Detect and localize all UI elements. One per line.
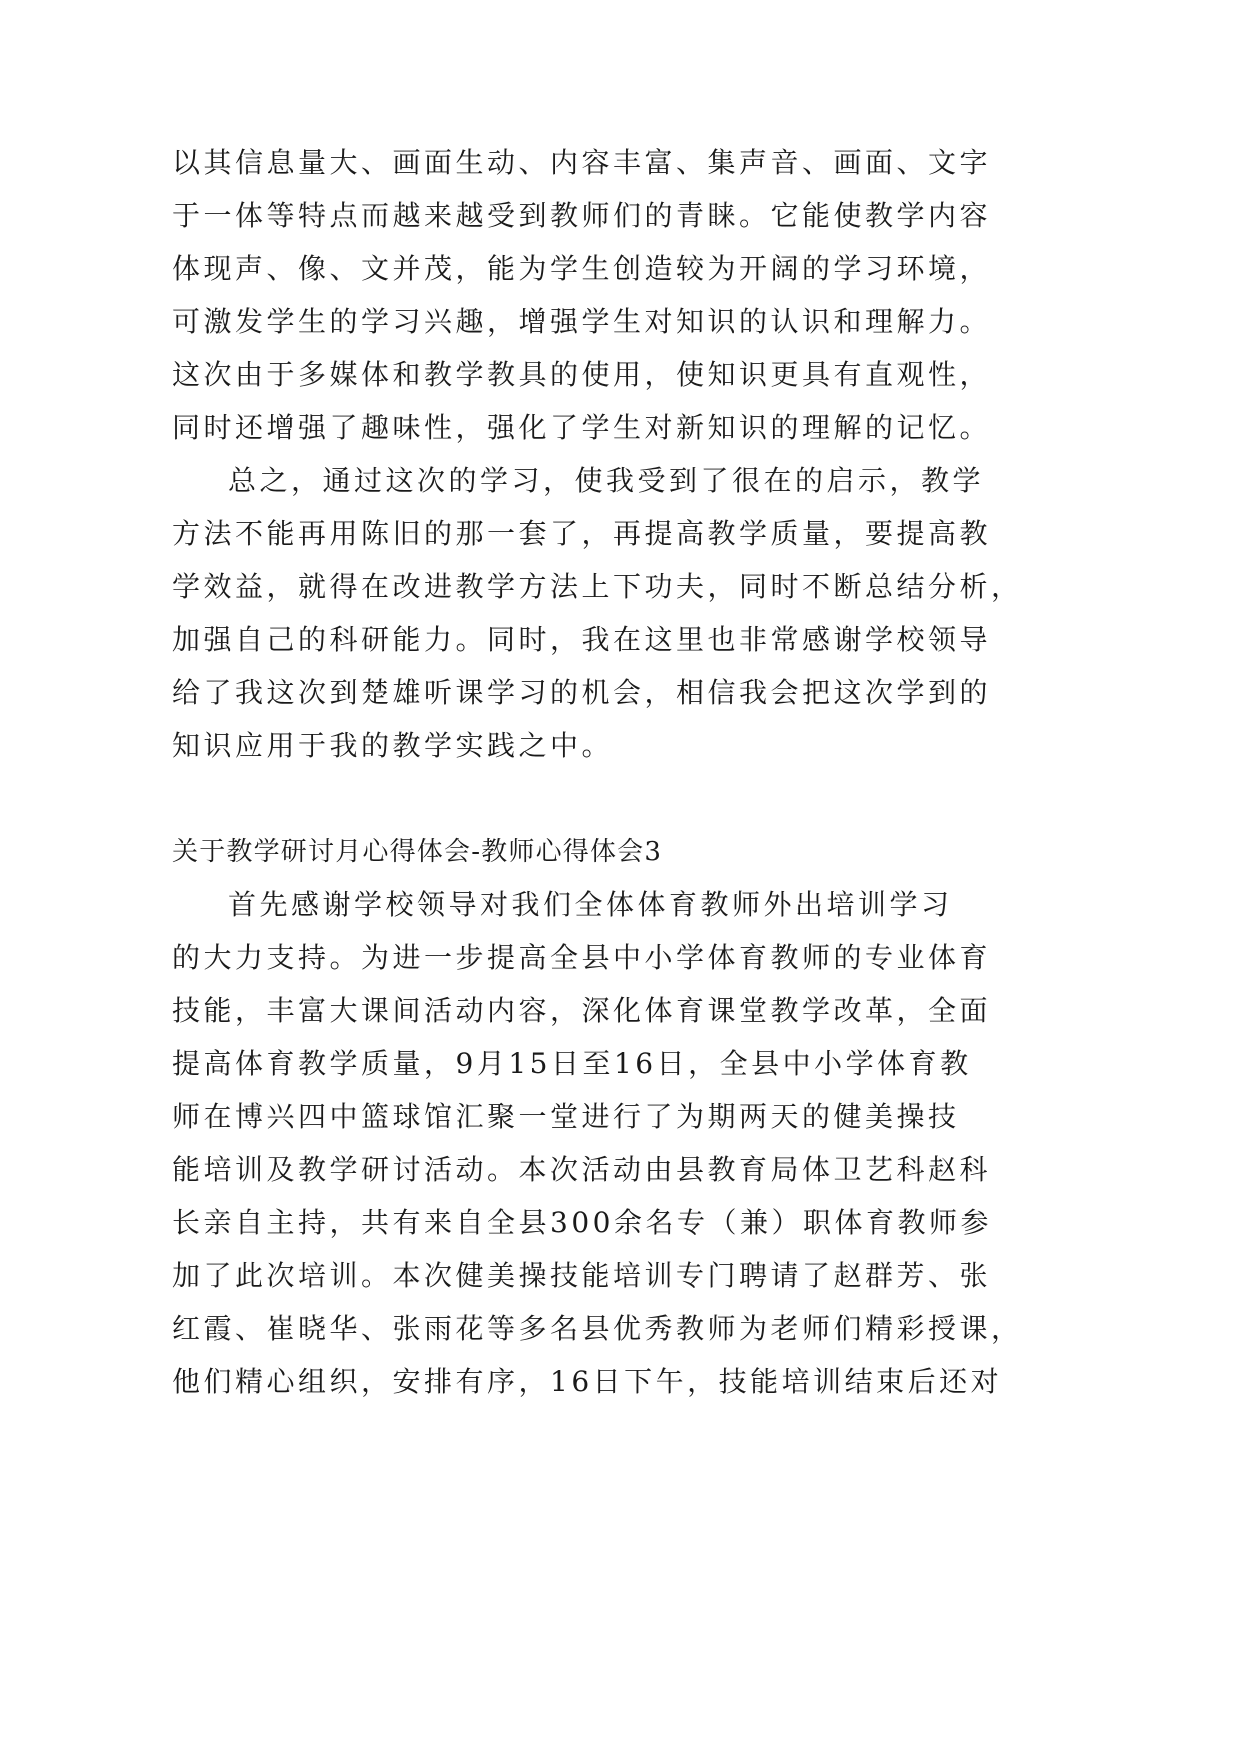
body-line: 学效益，就得在改进教学方法上下功夫，同时不断总结分析， <box>172 570 1023 603</box>
body-line: 给了我这次到楚雄听课学习的机会，相信我会把这次学到的 <box>172 676 992 709</box>
body-line: 长亲自主持，共有来自全县300余名专（兼）职体育教师参 <box>172 1206 992 1239</box>
body-line: 师在博兴四中篮球馆汇聚一堂进行了为期两天的健美操技 <box>172 1100 960 1133</box>
body-line: 技能，丰富大课间活动内容，深化体育课堂教学改革，全面 <box>172 994 992 1027</box>
paragraph-first-line: 总之，通过这次的学习，使我受到了很在的启示，教学 <box>228 464 985 497</box>
body-line: 的大力支持。为进一步提高全县中小学体育教师的专业体育 <box>172 941 992 974</box>
paragraph-first-line: 首先感谢学校领导对我们全体体育教师外出培训学习 <box>228 888 953 921</box>
body-line: 红霞、崔晓华、张雨花等多名县优秀教师为老师们精彩授课， <box>172 1312 1023 1345</box>
body-line: 方法不能再用陈旧的那一套了，再提高教学质量，要提高教 <box>172 517 992 550</box>
body-line: 可激发学生的学习兴趣，增强学生对知识的认识和理解力。 <box>172 305 992 338</box>
section-heading: 关于教学研讨月心得体会-教师心得体会3 <box>172 837 663 867</box>
body-line: 能培训及教学研讨活动。本次活动由县教育局体卫艺科赵科 <box>172 1153 992 1186</box>
body-line: 于一体等特点而越来越受到教师们的青睐。它能使教学内容 <box>172 199 992 232</box>
body-line: 加强自己的科研能力。同时，我在这里也非常感谢学校领导 <box>172 623 992 656</box>
body-line: 体现声、像、文并茂，能为学生创造较为开阔的学习环境， <box>172 252 992 285</box>
body-line: 提高体育教学质量，9月15日至16日，全县中小学体育教 <box>172 1047 972 1080</box>
body-line: 他们精心组织，安排有序，16日下午，技能培训结束后还对 <box>172 1365 1003 1398</box>
body-line: 以其信息量大、画面生动、内容丰富、集声音、画面、文字 <box>172 146 992 179</box>
body-line: 这次由于多媒体和教学教具的使用，使知识更具有直观性， <box>172 358 992 391</box>
body-line: 同时还增强了趣味性，强化了学生对新知识的理解的记忆。 <box>172 411 992 444</box>
body-line: 知识应用于我的教学实践之中。 <box>172 729 614 762</box>
body-line: 加了此次培训。本次健美操技能培训专门聘请了赵群芳、张 <box>172 1259 992 1292</box>
